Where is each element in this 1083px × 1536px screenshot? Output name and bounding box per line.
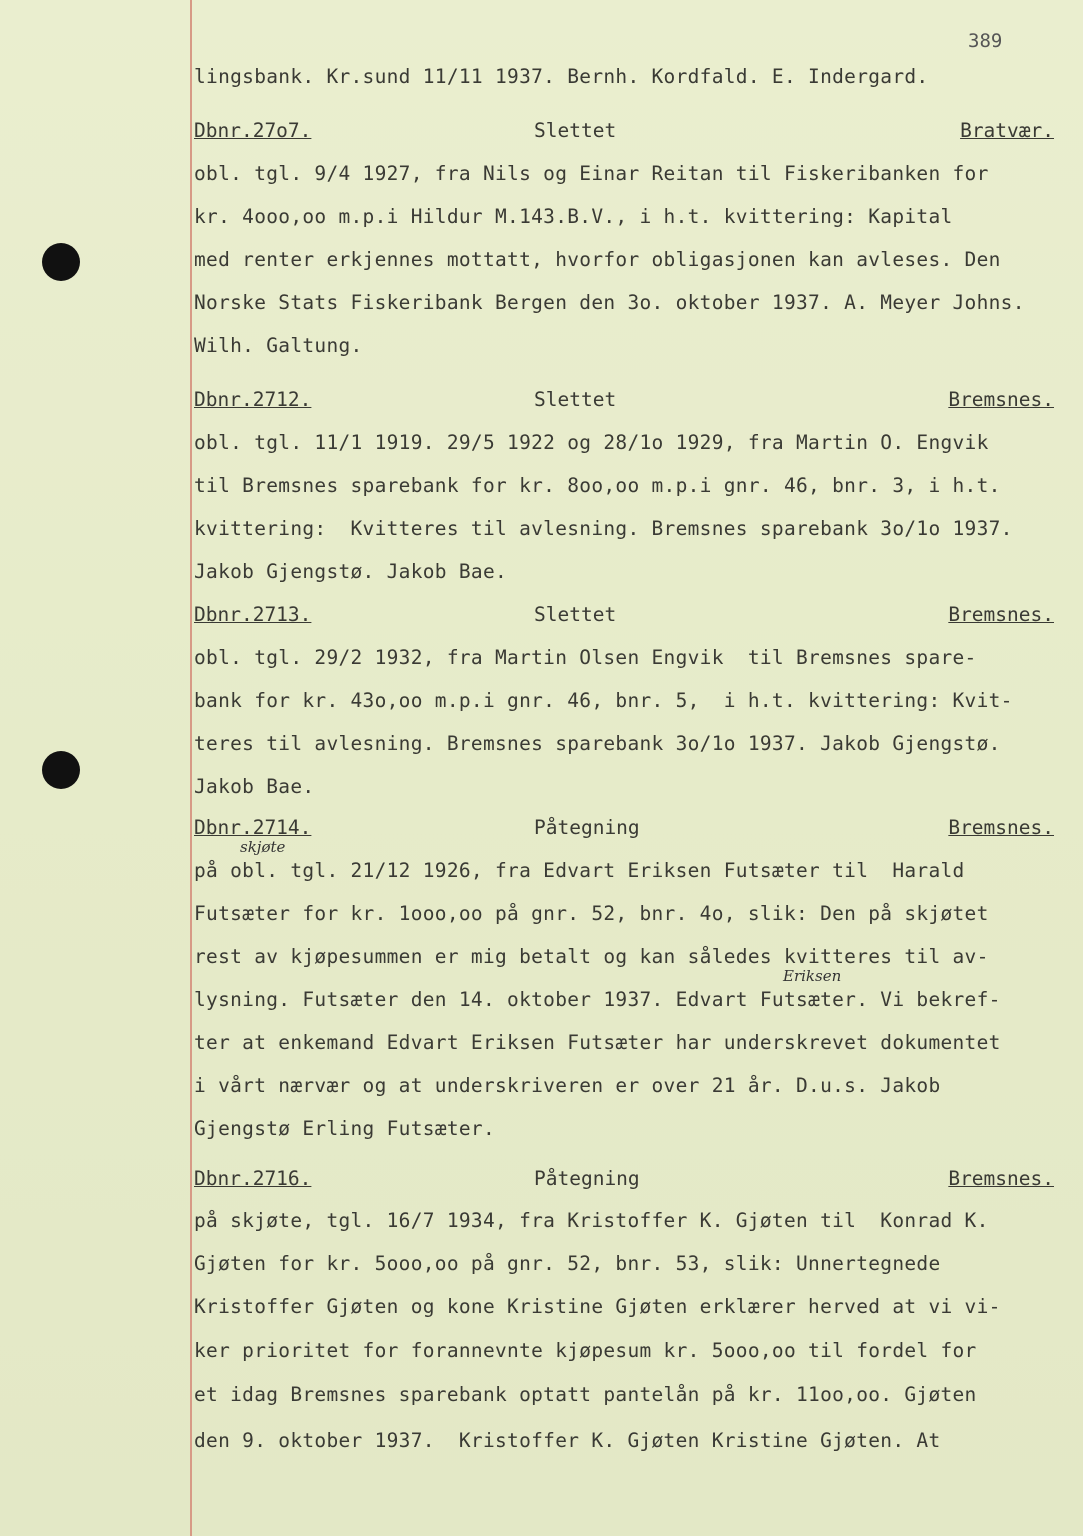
entry-text-line: kr. 4ooo,oo m.p.i Hildur M.143.B.V., i h.t. kvittering: Kapital [194,205,953,228]
entry-text-line: Wilh. Galtung. [194,334,363,357]
entry-number: Dbnr.2712. [194,388,312,411]
entry-text-line: på skjøte, tgl. 16/7 1934, fra Kristoffer K. Gjøten til Konrad K. [194,1209,989,1232]
entry-type: Påtegning [534,816,640,839]
entry-text-line: Gjøten for kr. 5ooo,oo på gnr. 52, bnr. 53, slik: Unnertegnede [194,1252,941,1275]
handwritten-annotation: skjøte [240,838,286,856]
entry-text-line: Futsæter for kr. 1ooo,oo på gnr. 52, bnr. 4o, slik: Den på skjøtet [194,902,989,925]
entry-text-line: i vårt nærvær og at underskriveren er over 21 år. D.u.s. Jakob [194,1074,941,1097]
entry-number: Dbnr.2714. [194,816,312,839]
page-number: 389 [968,30,1003,52]
entry-text-line: på obl. tgl. 21/12 1926, fra Edvart Eriksen Futsæter til Harald [194,859,965,882]
entry-number: Dbnr.27o7. [194,119,312,142]
entry-heading [194,814,1054,842]
entry-heading [194,386,1054,414]
entry-text-line: ker prioritet for forannevnte kjøpesum kr. 5ooo,oo til fordel for [194,1339,977,1362]
entry-number: Dbnr.2713. [194,603,312,626]
entry-text-line: til Bremsnes sparebank for kr. 8oo,oo m.p.i gnr. 46, bnr. 3, i h.t. [194,474,1001,497]
entry-text-line: Jakob Bae. [194,775,315,798]
entry-text-line: Kristoffer Gjøten og kone Kristine Gjøten erklærer herved at vi vi- [194,1295,1001,1318]
entry-heading [194,117,1054,145]
entry-text-line: ter at enkemand Edvart Eriksen Futsæter har underskrevet dokumentet [194,1031,1001,1054]
entry-text-line: Norske Stats Fiskeribank Bergen den 3o. oktober 1937. A. Meyer Johns. [194,291,1025,314]
entry-heading [194,601,1054,629]
entry-place: Bremsnes. [948,388,1054,411]
entry-number: Dbnr.2716. [194,1167,312,1190]
entry-text-line: rest av kjøpesummen er mig betalt og kan således kvitteres til av- [194,945,989,968]
entry-text-line: et idag Bremsnes sparebank optatt pantelån på kr. 11oo,oo. Gjøten [194,1383,977,1406]
entry-text-line: bank for kr. 43o,oo m.p.i gnr. 46, bnr. 5, i h.t. kvittering: Kvit- [194,689,1013,712]
entry-text-line: Gjengstø Erling Futsæter. [194,1117,495,1140]
entry-text-line: lysning. Futsæter den 14. oktober 1937. Edvart Futsæter. Vi bekref- [194,988,1001,1011]
entry-type: Slettet [534,119,617,142]
entry-text-line: obl. tgl. 29/2 1932, fra Martin Olsen Engvik til Bremsnes spare- [194,646,977,669]
entry-text-line: obl. tgl. 9/4 1927, fra Nils og Einar Reitan til Fiskeribanken for [194,162,989,185]
margin-rule [190,0,192,1536]
entry-place: Bratvær. [960,119,1054,142]
entry-text-line: den 9. oktober 1937. Kristoffer K. Gjøten Kristine Gjøten. At [194,1429,941,1452]
entry-place: Bremsnes. [948,1167,1054,1190]
entry-type: Slettet [534,603,617,626]
entry-text-line: teres til avlesning. Bremsnes sparebank 3o/1o 1937. Jakob Gjengstø. [194,732,1001,755]
entry-place: Bremsnes. [948,603,1054,626]
binder-hole-top [42,243,80,281]
entry-text-line: kvittering: Kvitteres til avlesning. Bremsnes sparebank 3o/1o 1937. [194,517,1013,540]
handwritten-annotation: Eriksen [783,967,842,985]
intro-line: lingsbank. Kr.sund 11/11 1937. Bernh. Kordfald. E. Indergard. [194,65,929,88]
entry-place: Bremsnes. [948,816,1054,839]
binder-hole-bottom [42,751,80,789]
entry-type: Slettet [534,388,617,411]
entry-heading [194,1165,1054,1193]
entry-text-line: Jakob Gjengstø. Jakob Bae. [194,560,508,583]
entry-text-line: med renter erkjennes mottatt, hvorfor obligasjonen kan avleses. Den [194,248,1001,271]
entry-text-line: obl. tgl. 11/1 1919. 29/5 1922 og 28/1o 1929, fra Martin O. Engvik [194,431,989,454]
entry-type: Påtegning [534,1167,640,1190]
